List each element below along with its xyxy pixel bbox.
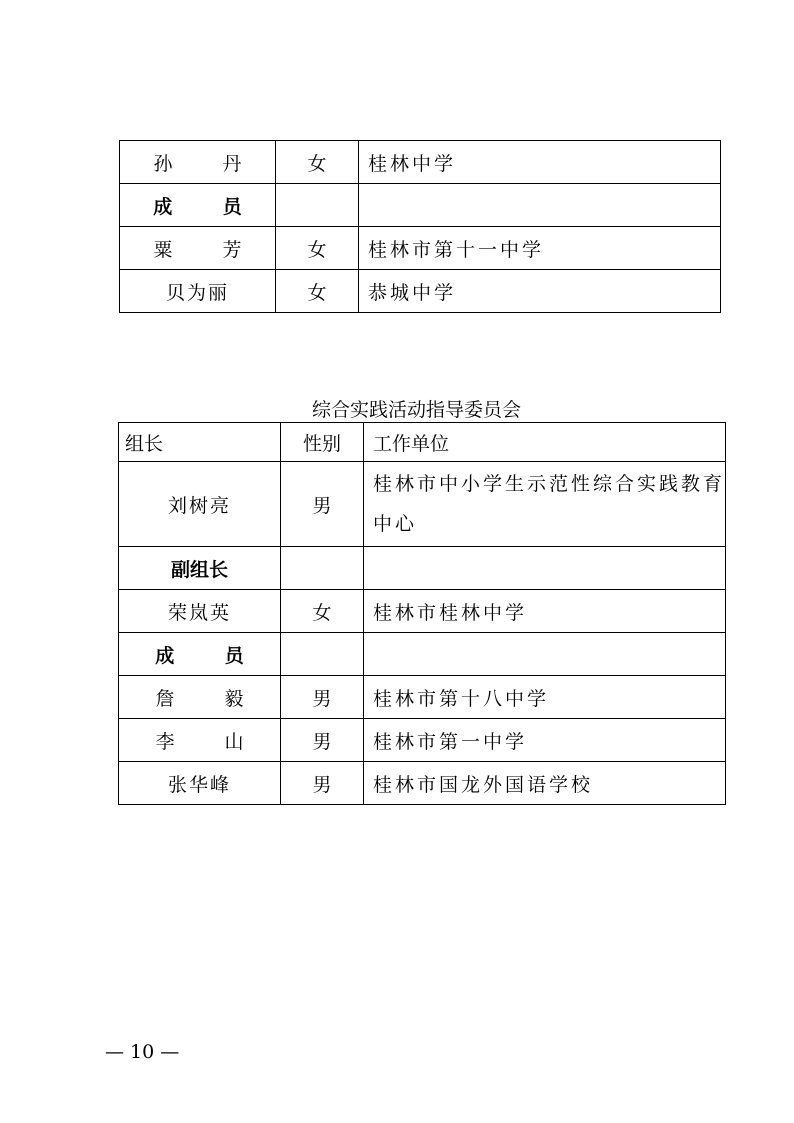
- member-gender: 女: [276, 227, 359, 270]
- table-row: [120, 141, 721, 184]
- member-unit: 桂林市中小学生示范性综合实践教育中心: [364, 462, 726, 547]
- role-label-members: 成 员: [153, 195, 264, 218]
- table-row: [119, 762, 726, 805]
- member-name: 孙 丹: [153, 152, 264, 175]
- member-unit: 桂林市第十八中学: [364, 676, 726, 719]
- member-unit: 桂林市国龙外国语学校: [364, 762, 726, 805]
- member-gender: 男: [281, 719, 364, 762]
- member-unit: [364, 633, 726, 676]
- header-name: 组长: [119, 423, 281, 462]
- member-name: 粟 芳: [153, 238, 264, 261]
- table-row: [119, 633, 726, 676]
- committee-title: 综合实践活动指导委员会: [311, 399, 521, 421]
- member-unit: 桂林市桂林中学: [364, 590, 726, 633]
- table-header-row: [119, 423, 726, 462]
- member-unit: 桂林市第十一中学: [359, 227, 721, 270]
- member-unit: 恭城中学: [359, 270, 721, 313]
- role-label-deputy: 副组长: [170, 558, 228, 581]
- table-row: [120, 270, 721, 313]
- committee-table: [118, 422, 726, 805]
- member-name: 刘树亮: [167, 494, 231, 517]
- member-gender: [276, 184, 359, 227]
- table-row: [120, 184, 721, 227]
- header-unit: 工作单位: [364, 423, 726, 462]
- table-continued: [119, 140, 721, 313]
- table-row: [119, 590, 726, 633]
- member-name: 荣岚英: [167, 601, 231, 624]
- member-gender: 男: [281, 676, 364, 719]
- member-name: 詹 毅: [155, 687, 266, 710]
- member-gender: 男: [281, 462, 364, 547]
- member-unit: 桂林中学: [359, 141, 721, 184]
- member-gender: [281, 633, 364, 676]
- member-unit: [364, 547, 726, 590]
- table-row: [119, 676, 726, 719]
- page-number: — 10 —: [105, 1041, 180, 1063]
- header-gender: 性别: [281, 423, 364, 462]
- member-unit: 桂林市第一中学: [364, 719, 726, 762]
- member-gender: 女: [281, 590, 364, 633]
- member-name: 李 山: [155, 730, 266, 753]
- table-row: [119, 462, 726, 547]
- member-unit: [359, 184, 721, 227]
- table-row: [119, 547, 726, 590]
- role-label-members: 成 员: [155, 644, 266, 667]
- member-name: 贝为丽: [165, 281, 229, 304]
- table-row: [120, 227, 721, 270]
- table-row: [119, 719, 726, 762]
- member-gender: 女: [276, 270, 359, 313]
- member-gender: [281, 547, 364, 590]
- member-gender: 女: [276, 141, 359, 184]
- member-gender: 男: [281, 762, 364, 805]
- member-name: 张华峰: [167, 773, 231, 796]
